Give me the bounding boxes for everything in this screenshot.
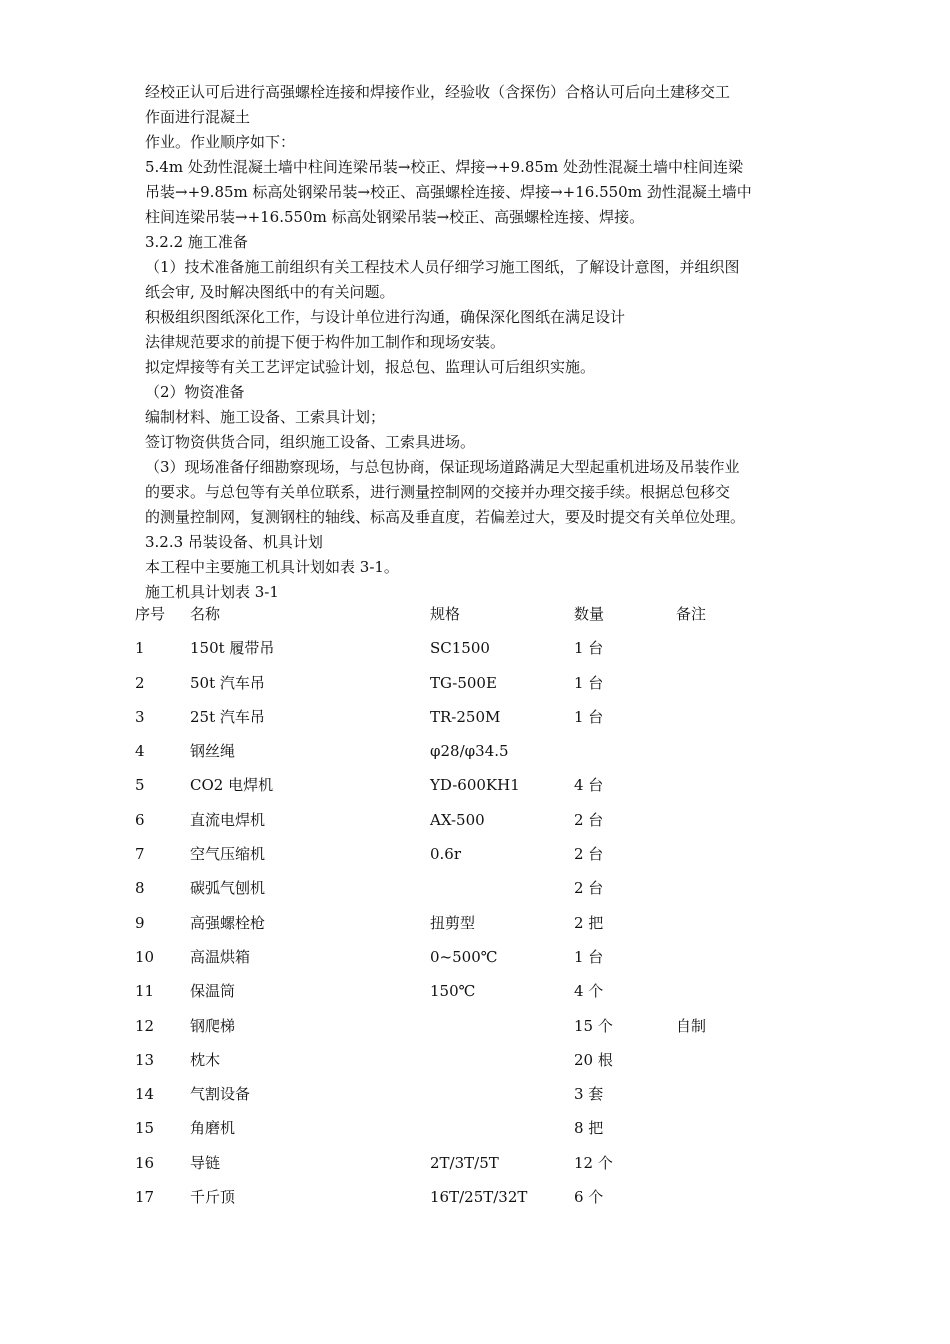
cell-quantity: 12 个 xyxy=(574,1153,613,1172)
cell-quantity: 6 个 xyxy=(574,1188,604,1207)
text-line: 法律规范要求的前提下便于构件加工制作和现场安装。 xyxy=(145,333,506,351)
cell-name: 高强螺栓枪 xyxy=(190,913,266,932)
equipment-table xyxy=(135,603,825,1220)
cell-spec: SC1500 xyxy=(430,639,490,658)
table-row xyxy=(135,637,825,671)
cell-name: 钢爬梯 xyxy=(190,1016,236,1035)
cell-index: 5 xyxy=(135,776,145,795)
cell-quantity: 2 把 xyxy=(574,913,604,932)
table-row xyxy=(135,1117,825,1151)
header-quantity: 数量 xyxy=(574,605,605,623)
cell-index: 17 xyxy=(135,1188,155,1207)
table-row xyxy=(135,706,825,740)
cell-name: CO2 电焊机 xyxy=(190,776,274,795)
text-line: 本工程中主要施工机具计划如表 3-1。 xyxy=(145,558,399,576)
cell-index: 16 xyxy=(135,1153,155,1172)
cell-name: 导链 xyxy=(190,1153,221,1172)
text-line: 柱间连梁吊装→+16.550m 标高处钢梁吊装→校正、高强螺栓连接、焊接。 xyxy=(145,208,645,226)
text-line: 签订物资供货合同，组织施工设备、工索具进场。 xyxy=(145,433,476,451)
cell-quantity: 2 台 xyxy=(574,879,604,898)
cell-name: 50t 汽车吊 xyxy=(190,673,265,692)
cell-quantity: 1 台 xyxy=(574,673,604,692)
cell-name: 保温筒 xyxy=(190,982,236,1001)
table-row xyxy=(135,877,825,911)
text-line: 编制材料、施工设备、工索具计划； xyxy=(145,408,386,426)
header-remark: 备注 xyxy=(676,605,707,623)
text-line: （1）技术准备施工前组织有关工程技术人员仔细学习施工图纸，了解设计意图，并组织图 xyxy=(145,258,740,276)
cell-name: 角磨机 xyxy=(190,1119,236,1138)
table-row xyxy=(135,774,825,808)
cell-quantity: 4 个 xyxy=(574,982,604,1001)
cell-name: 高温烘箱 xyxy=(190,947,251,966)
cell-index: 6 xyxy=(135,810,145,829)
table-row xyxy=(135,1186,825,1220)
cell-quantity: 3 套 xyxy=(574,1085,604,1104)
table-header-row xyxy=(135,603,825,637)
cell-spec: 16T/25T/32T xyxy=(430,1188,528,1207)
cell-index: 7 xyxy=(135,845,145,864)
header-index: 序号 xyxy=(135,605,166,623)
paragraph-welding-plan xyxy=(145,355,810,380)
cell-index: 1 xyxy=(135,639,145,658)
cell-spec: 150℃ xyxy=(430,982,476,1001)
cell-index: 4 xyxy=(135,742,145,761)
cell-name: 钢丝绳 xyxy=(190,742,236,761)
cell-index: 10 xyxy=(135,947,155,966)
cell-index: 13 xyxy=(135,1050,155,1069)
cell-index: 3 xyxy=(135,707,145,726)
table-body xyxy=(135,637,825,1220)
cell-spec: TR-250M xyxy=(430,707,501,726)
paragraph-tech-prep xyxy=(145,255,810,305)
cell-quantity: 1 台 xyxy=(574,707,604,726)
header-spec: 规格 xyxy=(430,605,461,623)
cell-index: 15 xyxy=(135,1119,155,1138)
cell-quantity: 8 把 xyxy=(574,1119,604,1138)
text-line: 作面进行混凝土 xyxy=(145,108,251,126)
text-line: 吊装→+9.85m 标高处钢梁吊装→校正、高强螺栓连接、焊接→+16.550m 劲性混凝土墙中 xyxy=(145,183,752,201)
text-line: 作业。作业顺序如下： xyxy=(145,133,296,151)
table-row xyxy=(135,1083,825,1117)
paragraph-material-plan xyxy=(145,405,810,430)
text-line: 经校正认可后进行高强螺栓连接和焊接作业，经验收（含探伤）合格认可后向土建移交工 xyxy=(145,83,731,101)
cell-quantity: 15 个 xyxy=(574,1016,613,1035)
paragraph-deepening xyxy=(145,305,810,330)
text-line: 的测量控制网，复测钢柱的轴线、标高及垂直度，若偏差过大，要及时提交有关单位处理。 xyxy=(145,508,746,526)
cell-spec: 0~500℃ xyxy=(430,947,498,966)
paragraph-intro xyxy=(145,80,810,130)
cell-quantity: 1 台 xyxy=(574,947,604,966)
cell-spec: 2T/3T/5T xyxy=(430,1153,499,1172)
text-line: 施工机具计划表 3-1 xyxy=(145,583,279,601)
cell-name: 空气压缩机 xyxy=(190,845,266,864)
text-line: 3.2.3 吊装设备、机具计划 xyxy=(145,533,323,551)
header-name: 名称 xyxy=(190,605,221,623)
cell-index: 12 xyxy=(135,1016,155,1035)
paragraph-equipment-intro xyxy=(145,555,810,580)
cell-remark: 自制 xyxy=(676,1016,707,1035)
cell-name: 千斤顶 xyxy=(190,1188,236,1207)
cell-index: 8 xyxy=(135,879,145,898)
section-heading-3-2-3 xyxy=(145,530,810,555)
text-line: 拟定焊接等有关工艺评定试验计划，报总包、监理认可后组织实施。 xyxy=(145,358,596,376)
text-line: 5.4m 处劲性混凝土墙中柱间连梁吊装→校正、焊接→+9.85m 处劲性混凝土墙中柱间连梁 xyxy=(145,158,743,176)
cell-spec: 扭剪型 xyxy=(430,913,476,932)
table-row xyxy=(135,1152,825,1186)
paragraph-supply-contract xyxy=(145,430,810,455)
cell-quantity: 2 台 xyxy=(574,845,604,864)
cell-name: 碳弧气刨机 xyxy=(190,879,266,898)
cell-quantity: 4 台 xyxy=(574,776,604,795)
cell-quantity: 20 根 xyxy=(574,1050,613,1069)
paragraph-regulation xyxy=(145,330,810,355)
table-row xyxy=(135,809,825,843)
text-line: （3）现场准备仔细勘察现场，与总包协商，保证现场道路满足大型起重机进场及吊装作业 xyxy=(145,458,740,476)
table-row xyxy=(135,672,825,706)
cell-name: 25t 汽车吊 xyxy=(190,707,265,726)
cell-spec: AX-500 xyxy=(430,810,485,829)
paragraph-sequence-lead xyxy=(145,130,810,155)
cell-spec: YD-600KH1 xyxy=(430,776,520,795)
text-line: 纸会审, 及时解决图纸中的有关问题。 xyxy=(145,283,395,301)
text-line: 的要求。与总包等有关单位联系，进行测量控制网的交接并办理交接手续。根据总包移交 xyxy=(145,483,731,501)
cell-index: 14 xyxy=(135,1085,155,1104)
table-row xyxy=(135,1015,825,1049)
table-row xyxy=(135,740,825,774)
cell-index: 11 xyxy=(135,982,155,1001)
cell-spec: 0.6r xyxy=(430,845,462,864)
table-row xyxy=(135,980,825,1014)
cell-spec: TG-500E xyxy=(430,673,497,692)
cell-name: 直流电焊机 xyxy=(190,810,266,829)
cell-quantity: 1 台 xyxy=(574,639,604,658)
table-row xyxy=(135,1049,825,1083)
cell-name: 枕木 xyxy=(190,1050,221,1069)
cell-index: 9 xyxy=(135,913,145,932)
cell-index: 2 xyxy=(135,673,145,692)
text-line: 3.2.2 施工准备 xyxy=(145,233,248,251)
paragraph-material-prep xyxy=(145,380,810,405)
text-line: （2）物资准备 xyxy=(145,383,245,401)
section-heading-3-2-2 xyxy=(145,230,810,255)
cell-name: 150t 履带吊 xyxy=(190,639,275,658)
paragraph-site-prep xyxy=(145,455,810,530)
table-row xyxy=(135,946,825,980)
cell-name: 气割设备 xyxy=(190,1085,251,1104)
table-caption xyxy=(145,580,810,605)
cell-spec: φ28/φ34.5 xyxy=(430,742,509,761)
text-line: 积极组织图纸深化工作，与设计单位进行沟通，确保深化图纸在满足设计 xyxy=(145,308,626,326)
paragraph-sequence xyxy=(145,155,810,230)
cell-quantity: 2 台 xyxy=(574,810,604,829)
table-row xyxy=(135,843,825,877)
table-row xyxy=(135,912,825,946)
